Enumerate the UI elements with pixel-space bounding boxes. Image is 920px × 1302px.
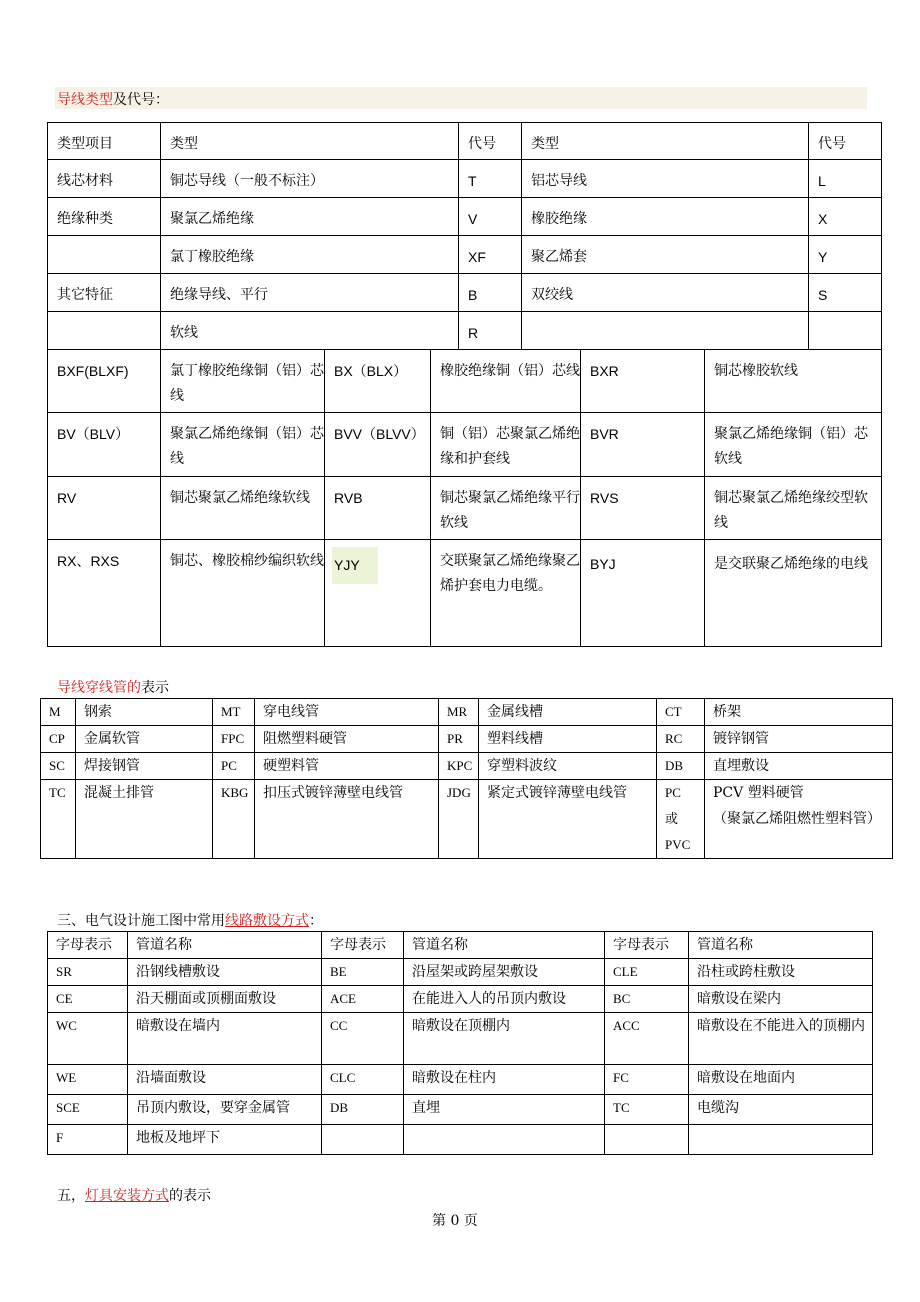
table-row [41, 699, 893, 726]
model-desc: 铜芯聚氯乙烯绝缘平行软线 [431, 477, 581, 540]
table-row [41, 753, 893, 780]
model-desc: 铜芯聚氯乙烯绝缘绞型软线 [705, 477, 882, 540]
table-row [48, 1095, 873, 1125]
code-cell: PR [439, 726, 479, 753]
conduit-table [40, 698, 893, 859]
code-cell: CE [48, 986, 128, 1013]
table-row [48, 540, 882, 647]
cell: 铜芯导线（一般不标注） [161, 160, 459, 198]
model-desc: 聚氯乙烯绝缘铜（铝）芯软线 [705, 413, 882, 477]
cell: 聚乙烯套 [522, 236, 809, 274]
name-cell: 沿墙面敷设 [128, 1065, 322, 1095]
cell: 线芯材料 [48, 160, 161, 198]
code-cell: RC [657, 726, 705, 753]
section3-title-prefix: 三、电气设计施工图中常用 [57, 913, 225, 929]
cell: 绝缘种类 [48, 198, 161, 236]
code-cell: PC [213, 753, 255, 780]
code-cell: TC [41, 780, 76, 859]
header-cell: 字母表示 [48, 932, 128, 959]
code-cell: CLE [605, 959, 689, 986]
model-code: BX（BLX） [325, 350, 431, 413]
model-desc: 交联聚氯乙烯绝缘聚乙烯护套电力电缆。 [431, 540, 581, 647]
cell: 双绞线 [522, 274, 809, 312]
name-cell: 钢索 [76, 699, 213, 726]
header-cell: 代号 [809, 123, 882, 160]
name-cell: 暗敷设在梁内 [689, 986, 873, 1013]
table-row [48, 986, 873, 1013]
name-cell: 直埋敷设 [705, 753, 893, 780]
model-code-highlighted [325, 540, 431, 647]
code-cell: BC [605, 986, 689, 1013]
section1-title-rest: 及代号： [113, 92, 169, 108]
code-cell: KPC [439, 753, 479, 780]
section5-title [57, 1185, 211, 1205]
section1-title [57, 89, 169, 109]
heading-highlight [55, 87, 867, 109]
name-cell: 镀锌钢管 [705, 726, 893, 753]
cell [809, 312, 882, 350]
page-number: 第 0 页 [432, 1213, 478, 1229]
section2-title [57, 677, 169, 697]
model-code: RX、RXS [48, 540, 161, 647]
code-cell: SR [48, 959, 128, 986]
name-cell: 沿柱或跨柱敷设 [689, 959, 873, 986]
wire-type-table [47, 122, 882, 350]
code-cell: DB [322, 1095, 404, 1125]
model-desc: 铜（铝）芯聚氯乙烯绝缘和护套线 [431, 413, 581, 477]
table-row [41, 780, 893, 859]
name-cell: 沿钢线槽敷设 [128, 959, 322, 986]
cell: T [459, 160, 522, 198]
code-cell: CT [657, 699, 705, 726]
table-row [48, 198, 882, 236]
model-desc: 铜芯聚氯乙烯绝缘软线 [161, 477, 325, 540]
cell: B [459, 274, 522, 312]
pc-line: PVC [665, 837, 691, 852]
section5-title-rest: 的表示 [169, 1188, 211, 1204]
cell: S [809, 274, 882, 312]
code-cell: SC [41, 753, 76, 780]
section5-title-red: 灯具安装方式 [85, 1188, 169, 1204]
table-row [48, 1065, 873, 1095]
name-cell: 金属软管 [76, 726, 213, 753]
table-row [48, 236, 882, 274]
name-cell: 暗敷设在柱内 [404, 1065, 605, 1095]
code-cell: WC [48, 1013, 128, 1065]
cell [48, 312, 161, 350]
name-cell: 暗敷设在地面内 [689, 1065, 873, 1095]
code-cell-pc-pvc [657, 780, 705, 859]
section2-title-rest: 表示 [141, 680, 169, 696]
header-cell: 管道名称 [689, 932, 873, 959]
pcv-line: PCV 塑料硬管 [713, 785, 804, 801]
name-cell: 直埋 [404, 1095, 605, 1125]
table-row [48, 312, 882, 350]
name-cell: 在能进入人的吊顶内敷设 [404, 986, 605, 1013]
name-cell: 沿屋架或跨屋架敷设 [404, 959, 605, 986]
cell: R [459, 312, 522, 350]
name-cell: 地板及地坪下 [128, 1125, 322, 1155]
model-code: BVV（BLVV） [325, 413, 431, 477]
name-cell: 塑料线槽 [479, 726, 657, 753]
code-cell: ACE [322, 986, 404, 1013]
code-cell: CLC [322, 1065, 404, 1095]
model-code: BXR [581, 350, 705, 413]
name-cell [689, 1125, 873, 1155]
code-cell [322, 1125, 404, 1155]
code-cell: M [41, 699, 76, 726]
cell: L [809, 160, 882, 198]
model-code: RVS [581, 477, 705, 540]
name-cell: 桥架 [705, 699, 893, 726]
section3-title-red: 线路敷设方式 [225, 913, 309, 929]
name-cell-pcv [705, 780, 893, 859]
code-cell: ACC [605, 1013, 689, 1065]
table-row [48, 160, 882, 198]
cell: 橡胶绝缘 [522, 198, 809, 236]
name-cell: 扣压式镀锌薄壁电线管 [255, 780, 439, 859]
model-desc: 铜芯橡胶软线 [705, 350, 882, 413]
table-row [48, 959, 873, 986]
model-desc: 铜芯、橡胶棉纱编织软线 [161, 540, 325, 647]
section1-title-red: 导线类型 [57, 92, 113, 108]
name-cell: 沿天棚面或顶棚面敷设 [128, 986, 322, 1013]
model-code: BYJ [581, 540, 705, 647]
table-row [48, 1013, 873, 1065]
table-row [48, 413, 882, 477]
cell: 绝缘导线、平行 [161, 274, 459, 312]
table-row [41, 726, 893, 753]
wire-model-table [47, 349, 882, 647]
code-cell: MT [213, 699, 255, 726]
pc-line: PC [665, 785, 681, 800]
header-cell: 管道名称 [128, 932, 322, 959]
code-cell: MR [439, 699, 479, 726]
code-cell: DB [657, 753, 705, 780]
pc-line: 或 [665, 811, 679, 826]
model-code: RV [48, 477, 161, 540]
name-cell: 焊接钢管 [76, 753, 213, 780]
table-row [48, 1125, 873, 1155]
pcv-line: （聚氯乙烯阻燃性塑料管） [713, 811, 881, 827]
code-cell: KBG [213, 780, 255, 859]
code-cell: JDG [439, 780, 479, 859]
header-cell: 类型 [522, 123, 809, 160]
model-code: RVB [325, 477, 431, 540]
cell: XF [459, 236, 522, 274]
model-code: BV（BLV） [48, 413, 161, 477]
name-cell: 阻燃塑料硬管 [255, 726, 439, 753]
code-cell: FC [605, 1065, 689, 1095]
cell: X [809, 198, 882, 236]
name-cell: 暗敷设在墙内 [128, 1013, 322, 1065]
cell: 铝芯导线 [522, 160, 809, 198]
name-cell: 混凝土排管 [76, 780, 213, 859]
header-cell: 代号 [459, 123, 522, 160]
code-cell: BE [322, 959, 404, 986]
cell: Y [809, 236, 882, 274]
header-cell: 管道名称 [404, 932, 605, 959]
model-desc: 聚氯乙烯绝缘铜（铝）芯线 [161, 413, 325, 477]
table-row [48, 274, 882, 312]
cell [522, 312, 809, 350]
code-cell: WE [48, 1065, 128, 1095]
section2-title-red: 导线穿线管的 [57, 680, 141, 696]
name-cell: 电缆沟 [689, 1095, 873, 1125]
model-desc: 橡胶绝缘铜（铝）芯线 [431, 350, 581, 413]
name-cell: 硬塑料管 [255, 753, 439, 780]
header-cell: 类型 [161, 123, 459, 160]
cell [48, 236, 161, 274]
cell: V [459, 198, 522, 236]
name-cell: 穿塑料波纹 [479, 753, 657, 780]
section3-title [57, 910, 323, 930]
cell: 氯丁橡胶绝缘 [161, 236, 459, 274]
name-cell: 穿电线管 [255, 699, 439, 726]
name-cell: 金属线槽 [479, 699, 657, 726]
section3-title-rest: ： [309, 913, 323, 929]
header-cell: 类型项目 [48, 123, 161, 160]
table-row [48, 477, 882, 540]
cell: 其它特征 [48, 274, 161, 312]
name-cell: 暗敷设在不能进入的顶棚内 [689, 1013, 873, 1065]
model-code: BXF(BLXF) [48, 350, 161, 413]
code-cell: SCE [48, 1095, 128, 1125]
model-desc: 是交联聚乙烯绝缘的电线 [705, 540, 882, 647]
code-cell: CC [322, 1013, 404, 1065]
header-cell: 字母表示 [322, 932, 404, 959]
table-header-row [48, 123, 882, 160]
code-cell: FPC [213, 726, 255, 753]
table-row [48, 350, 882, 413]
cell: 软线 [161, 312, 459, 350]
laying-method-table [47, 931, 873, 1155]
name-cell [404, 1125, 605, 1155]
table-header-row [48, 932, 873, 959]
name-cell: 紧定式镀锌薄壁电线管 [479, 780, 657, 859]
section5-title-prefix: 五， [57, 1188, 85, 1204]
name-cell: 吊顶内敷设，要穿金属管 [128, 1095, 322, 1125]
header-cell: 字母表示 [605, 932, 689, 959]
yjy-highlight: YJY [332, 547, 378, 584]
code-cell: F [48, 1125, 128, 1155]
model-code: BVR [581, 413, 705, 477]
code-cell: TC [605, 1095, 689, 1125]
model-desc: 氯丁橡胶绝缘铜（铝）芯线 [161, 350, 325, 413]
code-cell [605, 1125, 689, 1155]
cell: 聚氯乙烯绝缘 [161, 198, 459, 236]
name-cell: 暗敷设在顶棚内 [404, 1013, 605, 1065]
code-cell: CP [41, 726, 76, 753]
